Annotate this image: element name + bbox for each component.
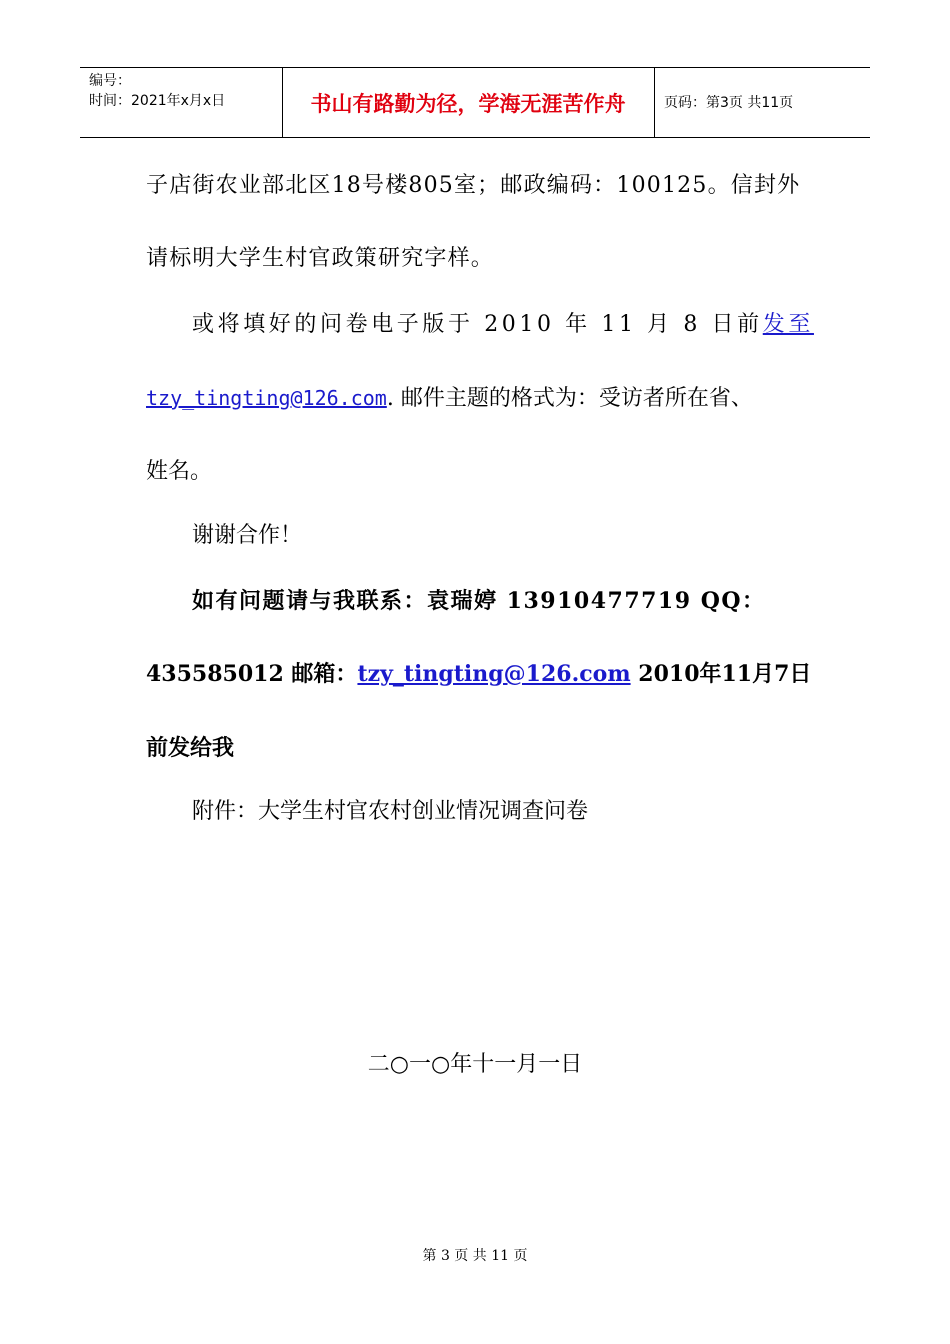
contact-email-line	[146, 660, 811, 688]
body-line-address: 子店街农业部北区18号楼805室；邮政编码：100125。信封外	[146, 173, 801, 198]
header-motto: 书山有路勤为径，学海无涯苦作舟	[310, 92, 626, 116]
document-date: 二○一○年十一月一日	[367, 1052, 583, 1077]
email-format-text: . 邮件主题的格式为：受访者所在省、	[386, 386, 753, 411]
body-line-name: 姓名。	[146, 459, 213, 484]
thanks-text: 谢谢合作！	[192, 523, 303, 548]
header-table	[80, 67, 870, 138]
body-line-envelope: 请标明大学生村官政策研究字样。	[146, 246, 495, 271]
contact-deadline: 2010年11月7日	[630, 661, 812, 687]
email-link[interactable]: tzy_tingting@126.com	[146, 386, 387, 410]
attachment-line: 附件：大学生村官农村创业情况调查问卷	[192, 799, 589, 824]
send-to-link[interactable]: 发至	[762, 312, 814, 337]
header-middle-cell	[282, 68, 655, 137]
send-to-me-text: 前发给我	[146, 735, 235, 761]
header-left-cell	[80, 68, 283, 137]
contact-line: 如有问题请与我联系：袁瑞婷 13910477719 QQ：	[192, 588, 766, 614]
body-line-email-format	[146, 384, 753, 413]
email-intro-text: 或将填好的问卷电子版于 2010 年 11 月 8 日前	[192, 312, 763, 337]
footer-page-number: 第 3 页 共 11 页	[422, 1248, 528, 1264]
contact-email-link[interactable]: tzy_tingting@126.com	[357, 661, 631, 687]
header-right-cell	[655, 68, 870, 137]
document-number-label: 编号：	[89, 73, 131, 89]
header-page-info: 页码：第3页 共11页	[664, 95, 794, 111]
contact-qq-label: 435585012 邮箱：	[146, 661, 358, 687]
document-time-label: 时间：2021年x月x日	[89, 93, 226, 109]
body-line-email-intro	[192, 311, 814, 339]
